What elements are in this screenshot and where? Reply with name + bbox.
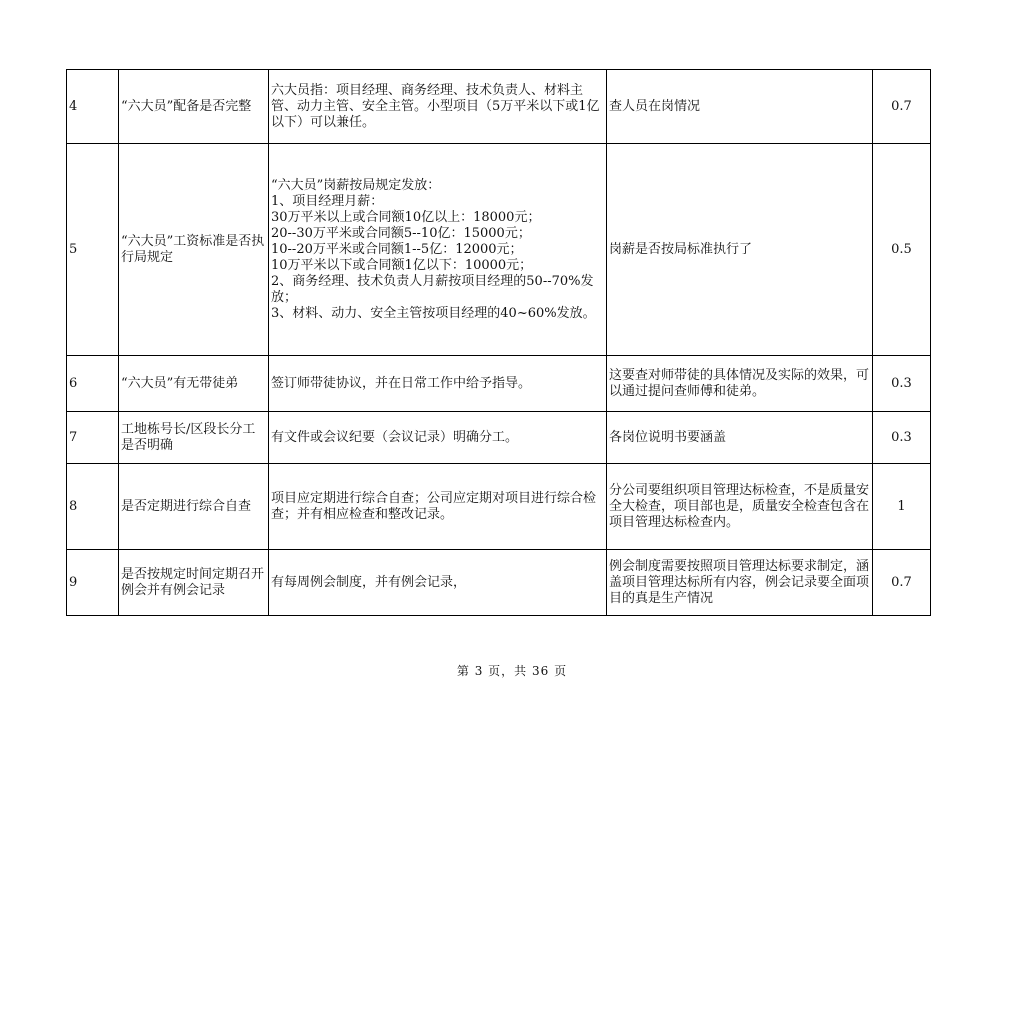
check-standard: 有每周例会制度，并有例会记录， (269, 550, 607, 616)
standard-line: 30万平米以上或合同额10亿以上：18000元； (271, 209, 541, 225)
check-item: 是否定期进行综合自查 (119, 464, 269, 550)
check-method: 这要查对师带徒的具体情况及实际的效果，可以通过提问查师傅和徒弟。 (607, 356, 873, 412)
check-method: 各岗位说明书要涵盖 (607, 412, 873, 464)
row-number: 9 (67, 550, 119, 616)
standard-line: 10万平米以下或合同额1亿以下：10000元； (271, 257, 533, 273)
check-standard: 签订师带徒协议，并在日常工作中给予指导。 (269, 356, 607, 412)
standard-line: 1、项目经理月薪： (271, 193, 384, 209)
score-value: 0.7 (873, 70, 931, 144)
inspection-table (66, 69, 931, 616)
table-row (67, 70, 931, 144)
table-row (67, 356, 931, 412)
standard-line: “六大员”岗薪按局规定发放： (271, 177, 441, 193)
check-item: 是否按规定时间定期召开例会并有例会记录 (119, 550, 269, 616)
check-item: “六大员”配备是否完整 (119, 70, 269, 144)
check-method: 分公司要组织项目管理达标检查，不是质量安全大检查，项目部也是，质量安全检查包含在项目管理达标检查内。 (607, 464, 873, 550)
check-method: 例会制度需要按照项目管理达标要求制定，涵盖项目管理达标所有内容，例会记录要全面项目的真是生产情况 (607, 550, 873, 616)
check-standard: 六大员指：项目经理、商务经理、技术负责人、材料主管、动力主管、安全主管。小型项目（5万平米以下或1亿以下）可以兼任。 (269, 70, 607, 144)
check-item: “六大员”有无带徒弟 (119, 356, 269, 412)
table-row (67, 144, 931, 356)
standard-line: 20--30万平米或合同额5--10亿：15000元； (271, 225, 531, 241)
row-number: 7 (67, 412, 119, 464)
check-standard: 有文件或会议纪要（会议记录）明确分工。 (269, 412, 607, 464)
standard-line: 10--20万平米或合同额1--5亿：12000元； (271, 241, 523, 257)
check-method: 岗薪是否按局标准执行了 (607, 144, 873, 356)
table-row (67, 464, 931, 550)
row-number: 4 (67, 70, 119, 144)
check-item: 工地栋号长/区段长分工是否明确 (119, 412, 269, 464)
check-standard: 项目应定期进行综合自查；公司应定期对项目进行综合检查；并有相应检查和整改记录。 (269, 464, 607, 550)
check-method: 查人员在岗情况 (607, 70, 873, 144)
table-row (67, 412, 931, 464)
check-standard (269, 144, 607, 356)
row-number: 5 (67, 144, 119, 356)
row-number: 8 (67, 464, 119, 550)
standard-line: 3、材料、动力、安全主管按项目经理的40~60%发放。 (271, 305, 596, 321)
score-value: 0.5 (873, 144, 931, 356)
score-value: 1 (873, 464, 931, 550)
page-number-footer: 第 3 页，共 36 页 (456, 664, 568, 678)
score-value: 0.3 (873, 412, 931, 464)
table-row (67, 550, 931, 616)
standard-line: 2、商务经理、技术负责人月薪按项目经理的50--70%发放； (271, 273, 594, 305)
check-item: “六大员”工资标准是否执行局规定 (119, 144, 269, 356)
score-value: 0.3 (873, 356, 931, 412)
row-number: 6 (67, 356, 119, 412)
score-value: 0.7 (873, 550, 931, 616)
